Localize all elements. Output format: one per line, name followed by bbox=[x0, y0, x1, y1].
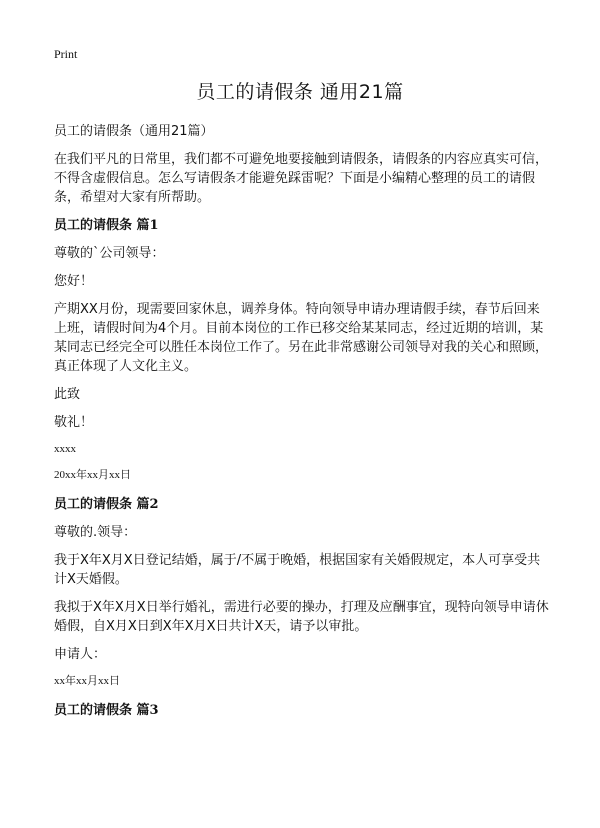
section-2 bbox=[54, 495, 550, 690]
body-paragraph: 我拟于X年X月X日举行婚礼，需进行必要的操办，打理及应酬事宜，现特向领导申请休婚假，自X月X日到X年X月X日共计X天，请予以审批。 bbox=[54, 600, 549, 634]
intro-paragraph: 在我们平凡的日常里，我们都不可避免地要接触到请假条，请假条的内容应真实可信，不得含虚假信息。怎么写请假条才能避免踩雷呢？下面是小编精心整理的员工的请假条，希望对大家有所帮助。 bbox=[54, 152, 549, 205]
greeting: 您好！ bbox=[54, 274, 94, 289]
section-heading: 员工的请假条 篇3 bbox=[54, 703, 159, 718]
document-body bbox=[54, 122, 550, 729]
salutation: 尊敬的.领导： bbox=[54, 525, 137, 540]
date: 20xx年xx月xx日 bbox=[54, 469, 131, 481]
closing-line: 此致 bbox=[54, 387, 81, 402]
section-heading: 员工的请假条 篇1 bbox=[54, 218, 159, 233]
applicant-label: 申请人： bbox=[54, 647, 107, 662]
signature: xxxx bbox=[54, 443, 76, 455]
date: xx年xx月xx日 bbox=[54, 675, 120, 687]
section-heading: 员工的请假条 篇2 bbox=[54, 497, 159, 512]
print-link[interactable]: Print bbox=[54, 47, 78, 61]
document-subtitle: 员工的请假条（通用21篇） bbox=[54, 124, 214, 139]
salutation: 尊敬的`公司领导： bbox=[54, 246, 165, 261]
body-paragraph: 我于X年X月X日登记结婚，属于/不属于晚婚，根据国家有关婚假规定，本人可享受共计X天婚假。 bbox=[54, 553, 541, 587]
section-3 bbox=[54, 701, 550, 720]
document-title: 员工的请假条 通用21篇 bbox=[196, 81, 404, 103]
section-1 bbox=[54, 216, 550, 484]
closing-line: 敬礼！ bbox=[54, 415, 94, 430]
body-paragraph: 产期XX月份，现需要回家休息，调养身体。特向领导申请办理请假手续，春节后回来上班，请假时间为4个月。目前本岗位的工作已移交给某某同志，经过近期的培训，某某同志已经完全可以胜任本岗位工作了。另在此非常感谢公司领导对我的关心和照顾，真正体现了人文化主义。 bbox=[54, 302, 549, 374]
